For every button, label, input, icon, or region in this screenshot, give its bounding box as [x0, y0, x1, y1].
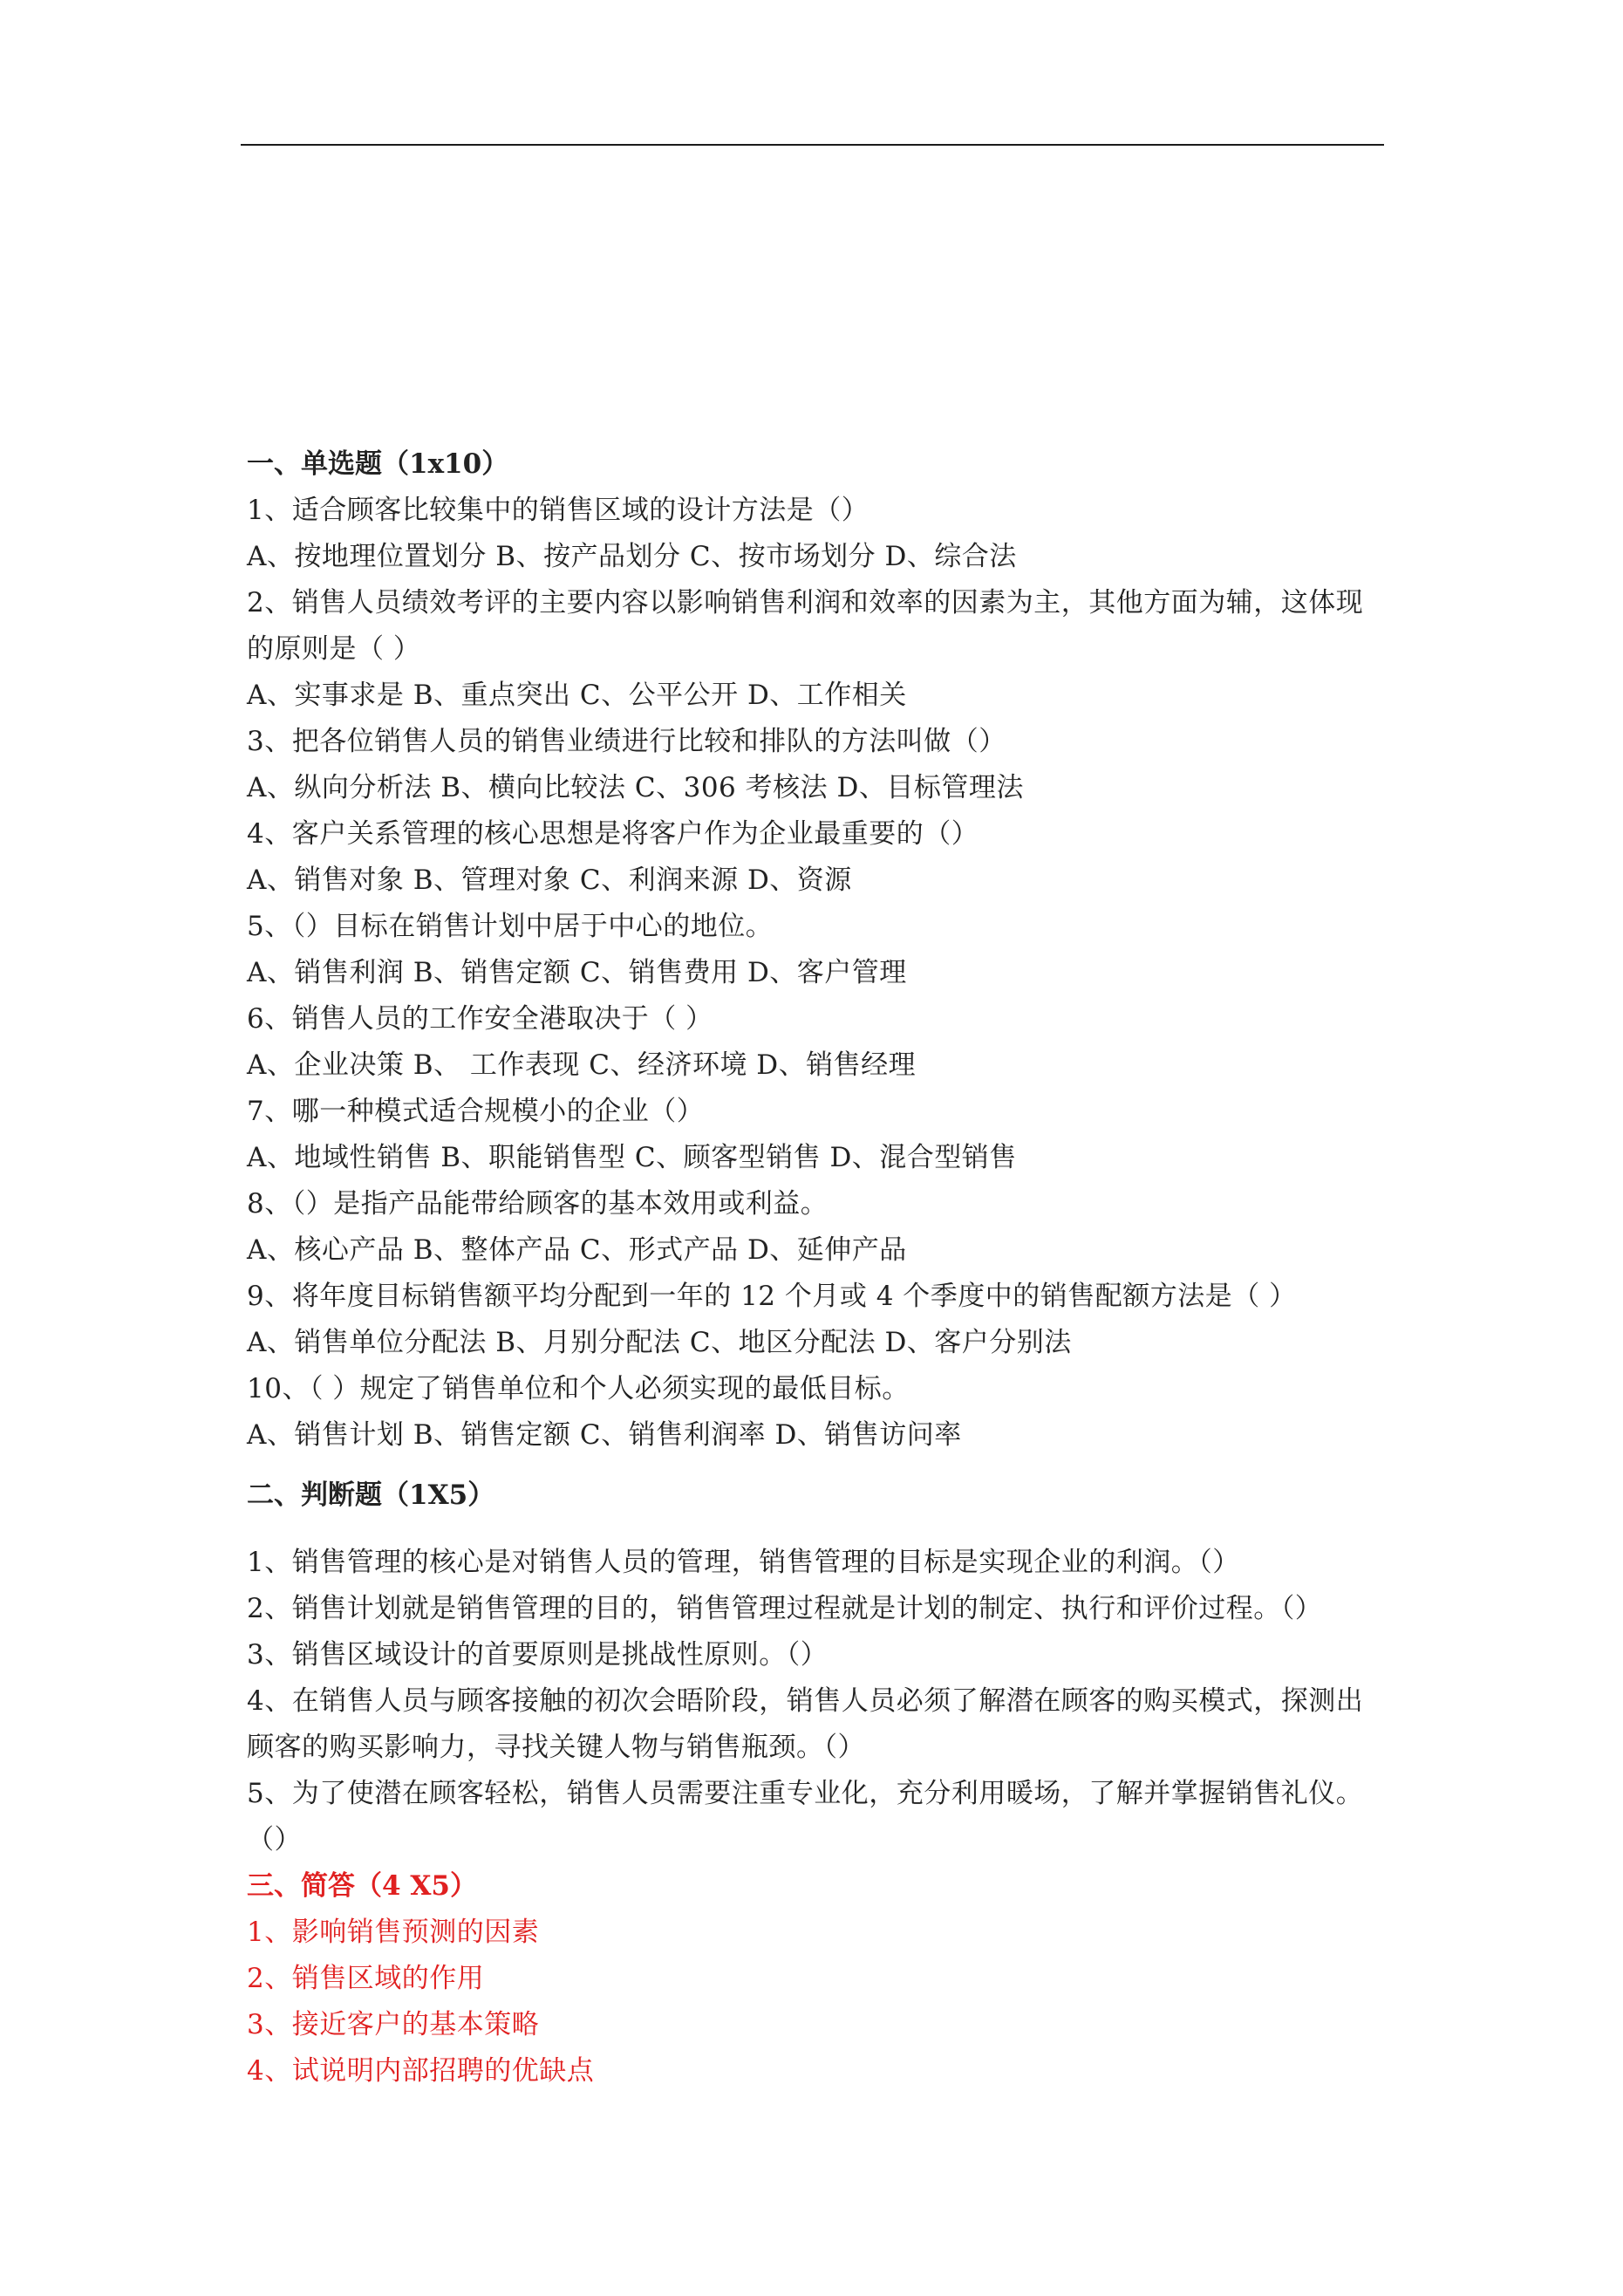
short-answer-item-2: 2、销售区域的作用 [247, 1963, 485, 1994]
question-1: 1、适合顾客比较集中的销售区域的设计方法是（） [247, 495, 869, 526]
judgment-item-1: 1、销售管理的核心是对销售人员的管理，销售管理的目标是实现企业的利润。（） [247, 1547, 1240, 1578]
options-1: A、按地理位置划分 B、按产品划分 C、按市场划分 D、综合法 [247, 541, 1017, 572]
short-answer-item-4: 4、试说明内部招聘的优缺点 [247, 2055, 595, 2087]
options-9: A、销售单位分配法 B、月别分配法 C、地区分配法 D、客户分别法 [247, 1327, 1072, 1358]
options-6: A、企业决策 B、 工作表现 C、经济环境 D、销售经理 [247, 1049, 917, 1081]
section-heading-single-choice: 一、单选题（1x10） [247, 448, 509, 480]
judgment-item-5: 5、为了使潜在顾客轻松，销售人员需要注重专业化，充分利用暖场，了解并掌握销售礼仪。（） [247, 1778, 1364, 1855]
exam-content [247, 441, 1389, 2094]
question-4: 4、客户关系管理的核心思想是将客户作为企业最重要的（） [247, 818, 979, 850]
short-answer-item-1: 1、影响销售预测的因素 [247, 1917, 540, 1948]
options-3: A、纵向分析法 B、横向比较法 C、306 考核法 D、目标管理法 [247, 772, 1024, 803]
question-7: 7、哪一种模式适合规模小的企业（） [247, 1096, 705, 1127]
question-6: 6、销售人员的工作安全港取决于（ ） [247, 1003, 713, 1035]
options-10: A、销售计划 B、销售定额 C、销售利润率 D、销售访问率 [247, 1419, 962, 1451]
question-8: 8、（）是指产品能带给顾客的基本效用或利益。 [247, 1188, 829, 1220]
question-9: 9、将年度目标销售额平均分配到一年的 12 个月或 4 个季度中的销售配额方法是（ ） [247, 1281, 1297, 1312]
judgment-item-4: 4、在销售人员与顾客接触的初次会晤阶段，销售人员必须了解潜在顾客的购买模式，探测出顾客的购买影响力，寻找关键人物与销售瓶颈。（） [247, 1685, 1364, 1763]
options-2: A、实事求是 B、重点突出 C、公平公开 D、工作相关 [247, 680, 907, 711]
judgment-item-2: 2、销售计划就是销售管理的目的，销售管理过程就是计划的制定、执行和评价过程。（） [247, 1593, 1323, 1624]
question-10: 10、（ ）规定了销售单位和个人必须实现的最低目标。 [247, 1373, 910, 1404]
judgment-item-3: 3、销售区域设计的首要原则是挑战性原则。（） [247, 1639, 829, 1671]
options-7: A、地域性销售 B、职能销售型 C、顾客型销售 D、混合型销售 [247, 1142, 1017, 1173]
options-4: A、销售对象 B、管理对象 C、利润来源 D、资源 [247, 864, 852, 896]
header-rule [241, 144, 1384, 146]
question-5: 5、（）目标在销售计划中居于中心的地位。 [247, 911, 774, 942]
question-3: 3、把各位销售人员的销售业绩进行比较和排队的方法叫做（） [247, 726, 1006, 757]
short-answer-item-3: 3、接近客户的基本策略 [247, 2009, 540, 2040]
options-8: A、核心产品 B、整体产品 C、形式产品 D、延伸产品 [247, 1234, 907, 1266]
question-2: 2、销售人员绩效考评的主要内容以影响销售利润和效率的因素为主，其他方面为辅，这体现的原则是（ ） [247, 587, 1364, 665]
section-heading-true-false: 二、判断题（1X5） [247, 1479, 495, 1511]
section-heading-short-answer: 三、简答（4 X5） [247, 1870, 477, 1902]
options-5: A、销售利润 B、销售定额 C、销售费用 D、客户管理 [247, 957, 907, 988]
